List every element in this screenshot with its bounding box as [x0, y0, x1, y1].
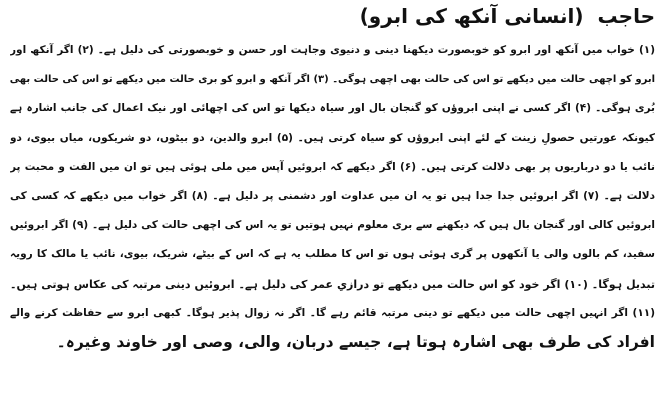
- body-line-8: سفید، کم بالوں والی یا آنکھوں پر گری ہوئی ہوں تو اس کا مطلب یہ ہے کہ اس کے بیٹے، شریک، بیوی، نائب یا مالک کا رویہ: [10, 248, 655, 261]
- body-line-1: (۱) خواب میں آنکھ اور ابرو کو خوبصورت دیکھنا دینی و دنیوی وجاہت اور حسن و خوبصورتی کی دلیل ہے۔ (۲) اگر آنکھ اور: [10, 44, 655, 56]
- body-line-9: تبدیل ہوگا۔ (۱۰) اگر خود کو اس حالت میں دیکھے تو درازیِ عمر کی دلیل ہے۔ ابروئیں دینی مرتبہ کی عکاس ہوتی ہیں۔: [10, 277, 655, 291]
- body-line-5: نائب یا دو درباریوں پر بھی دلالت کرتی ہیں۔ (۶) اگر دیکھے کہ ابروئیں آپس میں ملی ہوئی ہیں تو ان میں الفت و محبت پر: [10, 160, 655, 173]
- body-line-7: ابروئیں کالی اور گنجان بال ہیں کہ دیکھنے سے بری معلوم نہیں ہوتیں تو یہ اس کی اچھی حالت کی دلیل ہے۔ (۹) اگر ابروئیں: [10, 219, 655, 232]
- body-line-4: کیونکہ عورتیں حصولِ زینت کے لئے اپنی ابروؤں کو سیاہ کرتی ہیں۔ (۵) ابرو والدین، دو بیٹوں، دو شریکوں، میاں بیوی، دو: [10, 131, 655, 144]
- entry-word: حاجب: [597, 4, 655, 28]
- body-line-6: دلالت ہے۔ (۷) اگر ابروئیں جدا جدا ہیں تو یہ ان میں عداوت اور دشمنی پر دلیل ہے۔ (۸) اگر خواب میں دیکھے کہ کسی کی: [10, 189, 655, 202]
- body-line-3: بُری ہوگی۔ (۴) اگر کسی نے اپنی ابروؤں کو گنجان بال اور سیاہ دیکھا تو اس کی اچھائی اور نیک اعمال کی جانب اشارہ ہے: [10, 102, 655, 115]
- body-line-10: (۱۱) اگر انہیں اچھی حالت میں دیکھے تو دینی مرتبہ قائم رہے گا۔ اگر نہ زوال پذیر ہوگا۔ کبھی ابرو سے حفاظت کرنے والے: [10, 306, 655, 319]
- entry-heading: [10, 4, 655, 34]
- entry-body: [10, 36, 655, 357]
- body-line-11: افراد کی طرف بھی اشارہ ہوتا ہے، جیسے دربان، والی، وصی اور خاوند وغیرہ۔: [56, 332, 655, 351]
- entry-subtitle: (انسانی آنکھ کی ابرو): [359, 4, 584, 28]
- body-line-2: ابرو کو اچھی حالت میں دیکھے تو اس کی حالت بھی اچھی ہوگی۔ (۳) اگر آنکھ و ابرو کو بری حالت میں دیکھے تو اس کی حالت بھی: [10, 74, 655, 86]
